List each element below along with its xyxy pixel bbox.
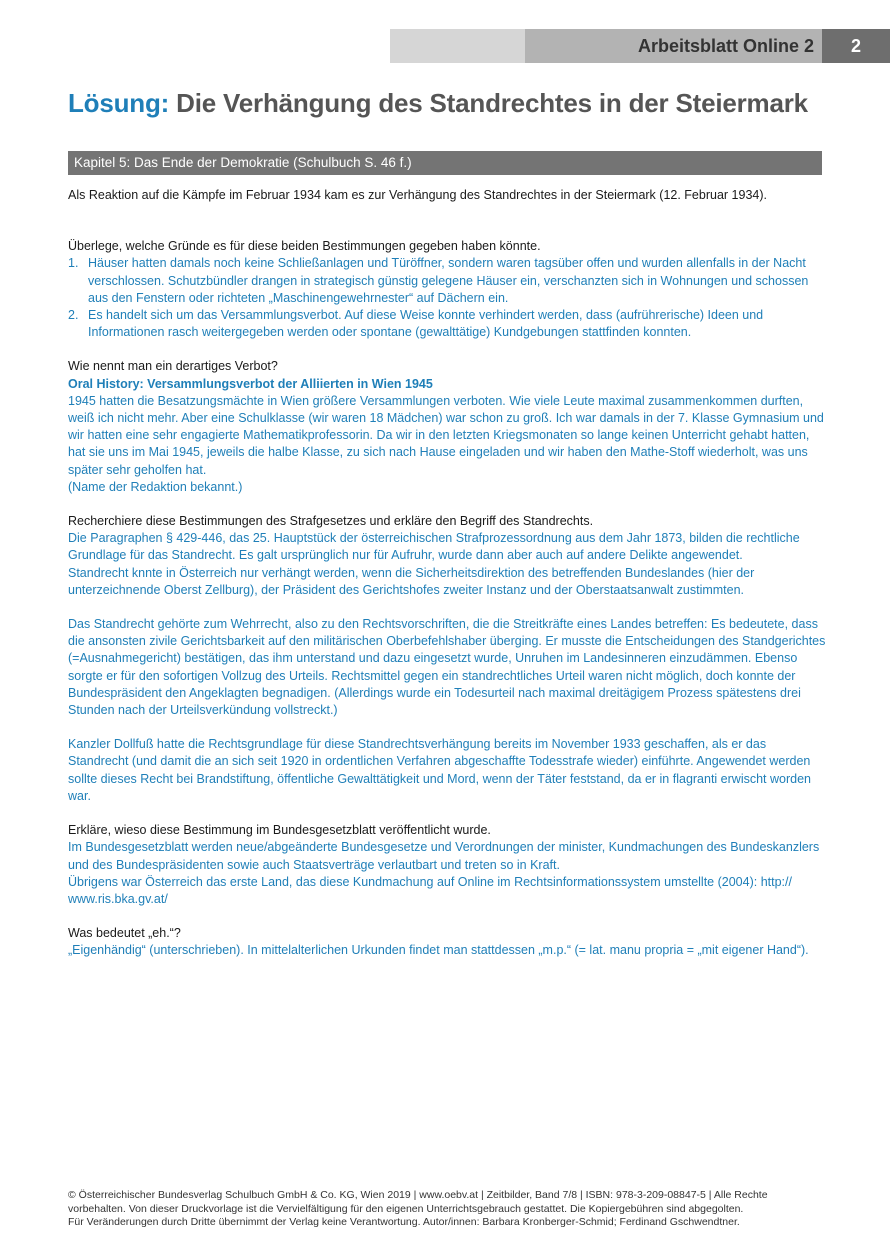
footer-disclaimer: Für Veränderungen durch Dritte übernimmt der Verlag keine Verantwortung. Autor/innen: Barbara Kronberger-Schmid; Ferdinand Gschwendtner. <box>68 1216 740 1228</box>
answer-3-paragraph-3: Das Standrecht gehörte zum Wehrrecht, also zu den Rechtsvorschriften, die die Streitkräfte eines Landes betreffen: Es bedeutete, dass die ansonsten zivile Gerichtsbarkeit auf den militärischen Oberbefehlshaber überging. Er musste die Entscheidungen des Standgerichtes (=Ausnahmegericht) bestätigen, das ihm unterstand und dazu eingesetzt wurde, Unruhen im Landesinneren einzudämmen. Ebenso sorgte er für den sofortigen Vollzug des Urteils. Rechtsmittel gegen ein standrechtliches Urteil waren nicht möglich, doch konnte der Bundespräsident den Angeklagten begnadigen. (Allerdings wurde ein Todesurteil nach maximal dreitägigem Prozess spätestens drei Stunden nach der Urteilsverkündung vollstreckt.) <box>68 617 826 718</box>
answer-1-number: 1. <box>68 256 79 271</box>
answer-3-paragraph-4: Kanzler Dollfuß hatte die Rechtsgrundlage für diese Standrechtsverhängung bereits im November 1933 geschaffen, als er das Standrecht (und damit die an sich seit 1920 in ordentlichen Verfahren abgeschaffte Todesstrafe wieder) einführte. Angewendet werden sollte dieses Recht bei Brandstiftung, öffentliche Gewalttätigkeit und Mord, wenn der Täter feststand, da er in flagranti erwischt worden war. <box>68 737 811 803</box>
question-2: Wie nennt man ein derartiges Verbot? <box>68 359 278 374</box>
footer-copyright: © Österreichischer Bundesverlag Schulbuch GmbH & Co. KG, Wien 2019 | www.oebv.at | Zeitbilder, Band 7/8 | ISBN: 978-3-209-08847-5 | Alle Rechte vorbehalten. Von dieser Druckvorlage ist die Vervielfältigung für den eigenen Unterrichtsgebrauch gestattet. Die Kopiergebühren sind abgegolten. <box>68 1189 768 1215</box>
answer-5: „Eigenhändig“ (unterschrieben). In mittelalterlichen Urkunden findet man stattdessen „m.p.“ (= lat. manu propria = „mit eigener Hand“). <box>68 943 809 958</box>
answer-4-paragraph-2: Übrigens war Österreich das erste Land, das diese Kundmachung auf Online im Rechtsinformationssystem umstellte (2004): http:// www.ris.bka.gv.at/ <box>68 874 792 906</box>
question-1: Überlege, welche Gründe es für diese beiden Bestimmungen gegeben haben könnte. <box>68 239 541 254</box>
page-title-prefix: Lösung: <box>68 88 170 118</box>
answer-2-number: 2. <box>68 308 79 323</box>
chapter-heading: Kapitel 5: Das Ende der Demokratie (Schulbuch S. 46 f.) <box>68 151 822 175</box>
oral-history-note: (Name der Redaktion bekannt.) <box>68 479 243 494</box>
footer <box>68 1189 828 1230</box>
oral-history-heading: Oral History: Versammlungsverbot der Alliierten in Wien 1945 <box>68 376 433 391</box>
question-4: Erkläre, wieso diese Bestimmung im Bundesgesetzblatt veröffentlicht wurde. <box>68 823 491 838</box>
header-light-block <box>390 29 525 63</box>
answer-3-paragraph-2: Standrecht knnte in Österreich nur verhängt werden, wenn die Sicherheitsdirektion des betreffenden Bundeslandes (hier der unterzeichnende Oberst Zellburg), der Präsident des Gerichtshofes zweiter Instanz und der Oberstaatsanwalt zustimmten. <box>68 565 755 597</box>
page-title <box>68 88 808 119</box>
page-title-text: Die Verhängung des Standrechtes in der Steiermark <box>176 88 808 118</box>
question-5: Was bedeutet „eh.“? <box>68 926 181 941</box>
header-bar <box>390 29 890 63</box>
header-title: Arbeitsblatt Online 2 <box>637 36 814 56</box>
worksheet-content <box>68 187 828 960</box>
oral-history-text: 1945 hatten die Besatzungsmächte in Wien größere Versammlungen verboten. Wie viele Leute maximal zusammenkommen durften, weiß ich nicht mehr. Aber eine Schulklasse (wir waren 18 Mädchen) war schon zu groß. Ich war damals in der 7. Klasse Gymnasium und wir hatten eine sehr engagierte Mathematikprofessorin. Da wir in den letzten Kriegsmonaten so lange keinen Unterricht gehabt hatten, hat sie uns im Mai 1945, jeweils die halbe Klasse, zu sich nach Hause eingeladen und wir haben den Mathe-Stoff wiederholt, was uns später sehr geholfen hat. <box>68 393 824 477</box>
question-3: Recherchiere diese Bestimmungen des Strafgesetzes und erkläre den Begriff des Standrechts. <box>68 514 594 529</box>
answer-1-text: Häuser hatten damals noch keine Schließanlagen und Türöffner, sondern waren tagsüber offen und wurden allenfalls in der Nacht verschlossen. Schutzbündler drangen in strategisch günstig gelegene Häuser ein, verschanzten sich in Wohnungen und schossen aus den Fenstern oder richteten „Maschinengewehrnester“ auf Dächern ein. <box>88 256 809 305</box>
intro-text: Als Reaktion auf die Kämpfe im Februar 1934 kam es zur Verhängung des Standrechtes in der Steiermark (12. Februar 1934). <box>68 188 767 202</box>
answer-2-item <box>68 307 828 341</box>
page-number: 2 <box>822 29 890 63</box>
answer-2-text: Es handelt sich um das Versammlungsverbot. Auf diese Weise konnte verhindert werden, dass (aufrührerische) Ideen und Informationen rasch weitergegeben werden oder spontane (gewalttätige) Kundgebungen stattfinden konnten. <box>88 308 764 340</box>
answer-1-item <box>68 255 828 307</box>
answer-3-paragraph-1: Die Paragraphen § 429-446, das 25. Hauptstück der österreichischen Strafprozessordnung aus dem Jahr 1873, bilden die rechtliche Grundlage für das Standrecht. Es galt ursprünglich nur für Aufruhr, wurde dann aber auch auf andere Delikte angewendet. <box>68 531 800 563</box>
answer-4-paragraph-1: Im Bundesgesetzblatt werden neue/abgeänderte Bundesgesetze und Verordnungen der minister, Kundmachungen des Bundeskanzlers und des Bundespräsidenten sowie auch Staatsverträge verlautbart und treten so in Kraft. <box>68 840 820 872</box>
